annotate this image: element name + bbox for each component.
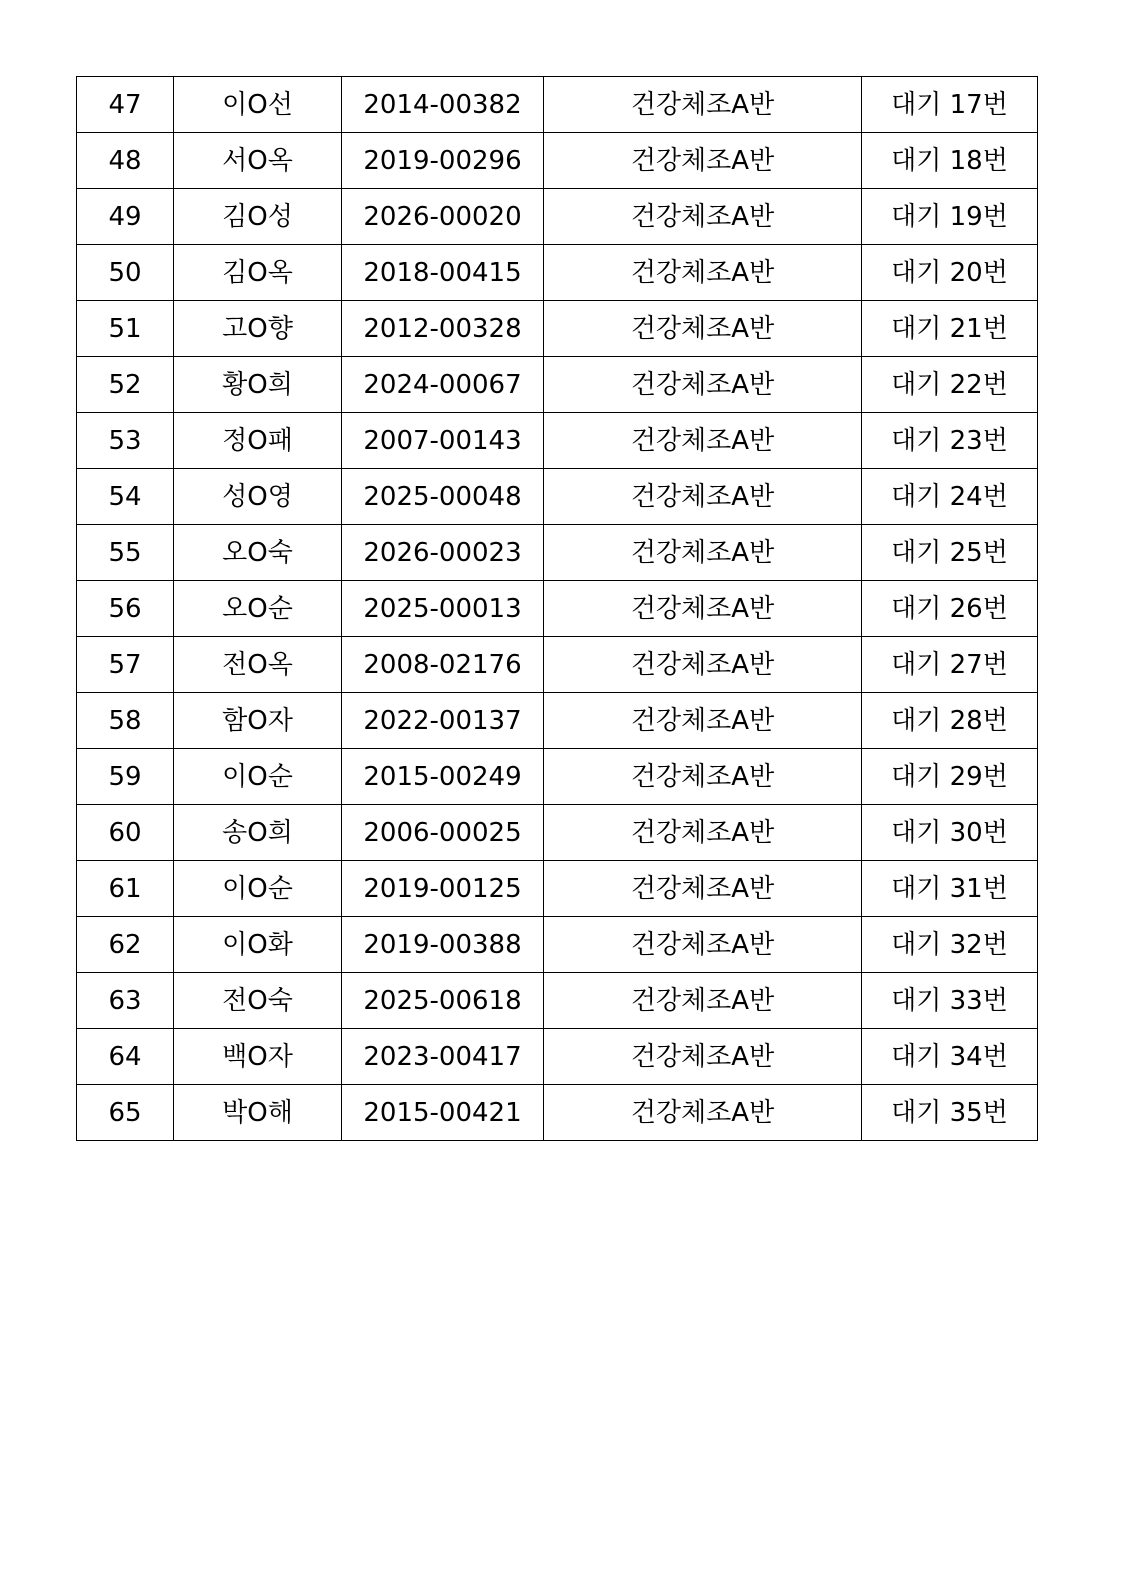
table-row — [77, 973, 1038, 1029]
member-name-cell: 김O성 — [174, 189, 342, 245]
table-row — [77, 469, 1038, 525]
member-name-cell: 전O숙 — [174, 973, 342, 1029]
waitlist-status-cell: 대기 32번 — [862, 917, 1038, 973]
member-id-cell: 2025-00048 — [342, 469, 544, 525]
waitlist-status-cell: 대기 27번 — [862, 637, 1038, 693]
waitlist-status-cell: 대기 31번 — [862, 861, 1038, 917]
waitlist-status-cell: 대기 33번 — [862, 973, 1038, 1029]
row-number-cell: 48 — [77, 133, 174, 189]
row-number-cell: 60 — [77, 805, 174, 861]
row-number-cell: 59 — [77, 749, 174, 805]
class-name-cell: 건강체조A반 — [544, 189, 862, 245]
waitlist-status-cell: 대기 28번 — [862, 693, 1038, 749]
member-name-cell: 이O선 — [174, 77, 342, 133]
member-id-cell: 2019-00125 — [342, 861, 544, 917]
row-number-cell: 53 — [77, 413, 174, 469]
member-name-cell: 이O순 — [174, 861, 342, 917]
member-id-cell: 2019-00388 — [342, 917, 544, 973]
row-number-cell: 58 — [77, 693, 174, 749]
class-name-cell: 건강체조A반 — [544, 469, 862, 525]
member-name-cell: 이O순 — [174, 749, 342, 805]
member-name-cell: 이O화 — [174, 917, 342, 973]
waitlist-status-cell: 대기 29번 — [862, 749, 1038, 805]
class-name-cell: 건강체조A반 — [544, 525, 862, 581]
table-row — [77, 189, 1038, 245]
row-number-cell: 51 — [77, 301, 174, 357]
waitlist-status-cell: 대기 30번 — [862, 805, 1038, 861]
member-id-cell: 2022-00137 — [342, 693, 544, 749]
member-name-cell: 김O옥 — [174, 245, 342, 301]
table-row — [77, 133, 1038, 189]
member-name-cell: 전O옥 — [174, 637, 342, 693]
table-row — [77, 77, 1038, 133]
class-name-cell: 건강체조A반 — [544, 637, 862, 693]
member-name-cell: 함O자 — [174, 693, 342, 749]
class-name-cell: 건강체조A반 — [544, 301, 862, 357]
table-row — [77, 917, 1038, 973]
member-name-cell: 고O향 — [174, 301, 342, 357]
member-name-cell: 송O희 — [174, 805, 342, 861]
member-id-cell: 2018-00415 — [342, 245, 544, 301]
table-row — [77, 245, 1038, 301]
class-name-cell: 건강체조A반 — [544, 693, 862, 749]
class-name-cell: 건강체조A반 — [544, 413, 862, 469]
class-name-cell: 건강체조A반 — [544, 245, 862, 301]
member-id-cell: 2025-00618 — [342, 973, 544, 1029]
table-row — [77, 357, 1038, 413]
table-row — [77, 525, 1038, 581]
row-number-cell: 54 — [77, 469, 174, 525]
member-name-cell: 박O해 — [174, 1085, 342, 1141]
member-name-cell: 서O옥 — [174, 133, 342, 189]
member-id-cell: 2026-00023 — [342, 525, 544, 581]
member-name-cell: 황O희 — [174, 357, 342, 413]
row-number-cell: 62 — [77, 917, 174, 973]
member-id-cell: 2008-02176 — [342, 637, 544, 693]
member-id-cell: 2023-00417 — [342, 1029, 544, 1085]
member-id-cell: 2025-00013 — [342, 581, 544, 637]
class-name-cell: 건강체조A반 — [544, 581, 862, 637]
table-row — [77, 301, 1038, 357]
row-number-cell: 65 — [77, 1085, 174, 1141]
member-id-cell: 2012-00328 — [342, 301, 544, 357]
class-name-cell: 건강체조A반 — [544, 749, 862, 805]
waitlist-status-cell: 대기 35번 — [862, 1085, 1038, 1141]
table-row — [77, 749, 1038, 805]
class-name-cell: 건강체조A반 — [544, 1029, 862, 1085]
class-name-cell: 건강체조A반 — [544, 133, 862, 189]
class-name-cell: 건강체조A반 — [544, 1085, 862, 1141]
member-name-cell: 성O영 — [174, 469, 342, 525]
member-id-cell: 2019-00296 — [342, 133, 544, 189]
table-row — [77, 1029, 1038, 1085]
waitlist-status-cell: 대기 24번 — [862, 469, 1038, 525]
member-id-cell: 2006-00025 — [342, 805, 544, 861]
class-name-cell: 건강체조A반 — [544, 973, 862, 1029]
class-name-cell: 건강체조A반 — [544, 805, 862, 861]
member-id-cell: 2015-00421 — [342, 1085, 544, 1141]
class-name-cell: 건강체조A반 — [544, 77, 862, 133]
waitlist-status-cell: 대기 19번 — [862, 189, 1038, 245]
member-name-cell: 오O순 — [174, 581, 342, 637]
member-id-cell: 2026-00020 — [342, 189, 544, 245]
table-row — [77, 693, 1038, 749]
table-row — [77, 581, 1038, 637]
waitlist-status-cell: 대기 23번 — [862, 413, 1038, 469]
member-name-cell: 오O숙 — [174, 525, 342, 581]
waitlist-table — [76, 76, 1038, 1141]
waitlist-status-cell: 대기 34번 — [862, 1029, 1038, 1085]
row-number-cell: 63 — [77, 973, 174, 1029]
waitlist-status-cell: 대기 22번 — [862, 357, 1038, 413]
waitlist-status-cell: 대기 26번 — [862, 581, 1038, 637]
waitlist-status-cell: 대기 20번 — [862, 245, 1038, 301]
class-name-cell: 건강체조A반 — [544, 917, 862, 973]
table-row — [77, 1085, 1038, 1141]
member-id-cell: 2024-00067 — [342, 357, 544, 413]
table-row — [77, 637, 1038, 693]
waitlist-status-cell: 대기 21번 — [862, 301, 1038, 357]
row-number-cell: 64 — [77, 1029, 174, 1085]
table-row — [77, 805, 1038, 861]
waitlist-status-cell: 대기 25번 — [862, 525, 1038, 581]
member-id-cell: 2007-00143 — [342, 413, 544, 469]
member-name-cell: 정O패 — [174, 413, 342, 469]
row-number-cell: 49 — [77, 189, 174, 245]
member-name-cell: 백O자 — [174, 1029, 342, 1085]
waitlist-table-body — [77, 77, 1038, 1141]
waitlist-status-cell: 대기 18번 — [862, 133, 1038, 189]
member-id-cell: 2014-00382 — [342, 77, 544, 133]
row-number-cell: 56 — [77, 581, 174, 637]
class-name-cell: 건강체조A반 — [544, 861, 862, 917]
row-number-cell: 55 — [77, 525, 174, 581]
member-id-cell: 2015-00249 — [342, 749, 544, 805]
row-number-cell: 47 — [77, 77, 174, 133]
row-number-cell: 57 — [77, 637, 174, 693]
class-name-cell: 건강체조A반 — [544, 357, 862, 413]
row-number-cell: 52 — [77, 357, 174, 413]
waitlist-status-cell: 대기 17번 — [862, 77, 1038, 133]
row-number-cell: 61 — [77, 861, 174, 917]
table-row — [77, 861, 1038, 917]
table-row — [77, 413, 1038, 469]
row-number-cell: 50 — [77, 245, 174, 301]
